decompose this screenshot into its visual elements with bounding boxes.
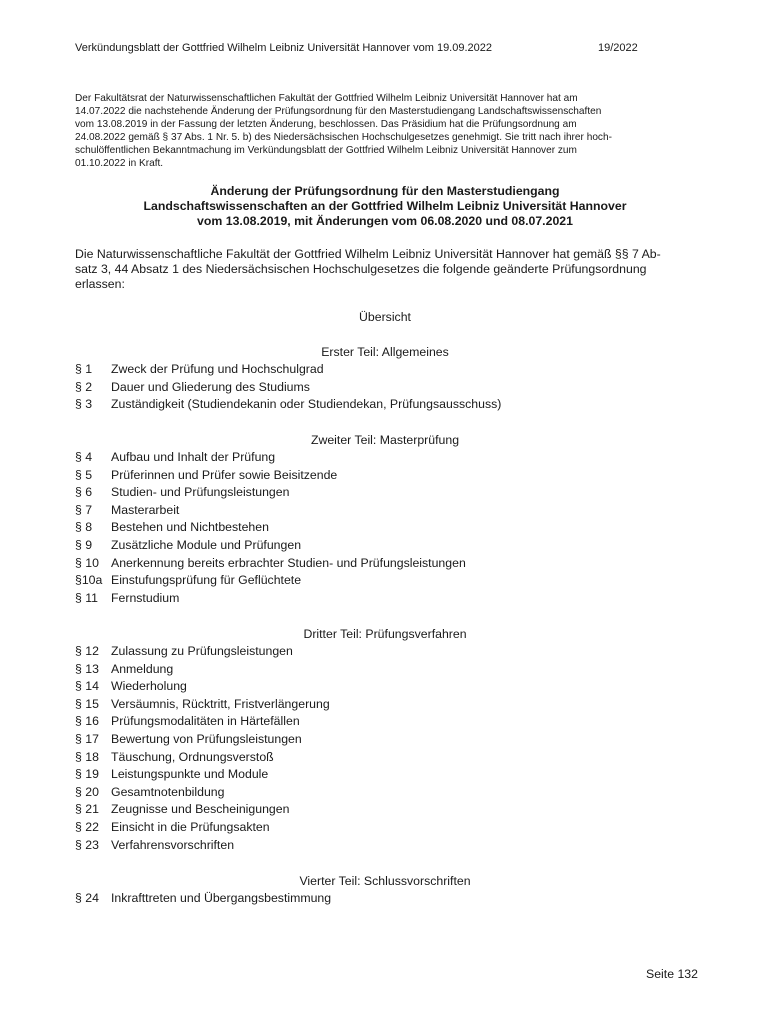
section-title: Prüfungsmodalitäten in Härtefällen xyxy=(111,714,300,729)
section-number: § 15 xyxy=(75,696,99,711)
section-number: § 4 xyxy=(75,450,93,464)
toc-list xyxy=(75,361,695,414)
section-number: § 10 xyxy=(75,555,99,570)
toc-entry xyxy=(75,890,695,908)
section-title: Anerkennung bereits erbrachter Studien- und Prüfungsleistungen xyxy=(111,555,466,570)
toc-entry xyxy=(75,396,695,414)
intro-line: erlassen: xyxy=(75,277,125,292)
toc-list xyxy=(75,449,695,607)
toc-entry xyxy=(75,643,695,661)
overview-heading: Übersicht xyxy=(359,310,411,324)
toc-entry xyxy=(75,467,695,485)
intro-line: Die Naturwissenschaftliche Fakultät der Gottfried Wilhelm Leibniz Universität Hannover hat gemäß §§ 7 Ab- xyxy=(75,247,661,261)
toc-entry xyxy=(75,572,695,590)
title-line: Änderung der Prüfungsordnung für den Masterstudiengang xyxy=(210,184,560,198)
section-number: § 13 xyxy=(75,661,99,676)
toc-entry xyxy=(75,484,695,502)
section-number: § 21 xyxy=(75,802,99,817)
section-title: Anmeldung xyxy=(111,661,174,676)
header-issue-number: 19/2022 xyxy=(598,42,638,54)
section-number: § 12 xyxy=(75,644,99,658)
section-title: Studien- und Prüfungsleistungen xyxy=(111,485,290,500)
toc-entry xyxy=(75,519,695,537)
intro-line: satz 3, 44 Absatz 1 des Niedersächsischen Hochschulgesetzes die folgende geänderte Prüfungsordnung xyxy=(75,262,647,277)
section-number: § 6 xyxy=(75,485,93,500)
page-number: Seite 132 xyxy=(646,967,698,981)
toc-entry xyxy=(75,731,695,749)
section-number: § 16 xyxy=(75,714,99,729)
preamble-line: 01.10.2022 in Kraft. xyxy=(75,157,164,169)
section-number: § 23 xyxy=(75,837,99,852)
section-title: Einstufungsprüfung für Geflüchtete xyxy=(111,573,302,588)
section-title: Bewertung von Prüfungsleistungen xyxy=(111,731,302,746)
section-title: Zweck der Prüfung und Hochschulgrad xyxy=(111,362,324,376)
section-number: § 14 xyxy=(75,679,99,694)
section-number: § 17 xyxy=(75,731,99,746)
section-title: Prüferinnen und Prüfer sowie Beisitzende xyxy=(111,467,338,482)
toc-entry xyxy=(75,449,695,467)
section-title: Gesamtnotenbildung xyxy=(111,784,225,799)
toc-entry xyxy=(75,784,695,802)
section-number: § 8 xyxy=(75,520,93,535)
header-publication: Verkündungsblatt der Gottfried Wilhelm Leibniz Universität Hannover vom 19.09.2022 xyxy=(75,42,493,54)
section-number: § 2 xyxy=(75,379,93,394)
section-number: § 22 xyxy=(75,819,99,834)
section-title: Zuständigkeit (Studiendekanin oder Studiendekan, Prüfungsausschuss) xyxy=(111,397,502,412)
toc-entry xyxy=(75,379,695,397)
section-title: Dauer und Gliederung des Studiums xyxy=(111,379,310,394)
section-title: Verfahrensvorschriften xyxy=(111,837,235,852)
section-title: Bestehen und Nichtbestehen xyxy=(111,520,269,535)
section-number: § 11 xyxy=(75,590,99,605)
section-title: Masterarbeit xyxy=(111,502,180,517)
section-title: Leistungspunkte und Module xyxy=(111,767,269,782)
toc-entry xyxy=(75,661,695,679)
toc-entry xyxy=(75,819,695,837)
toc-entry xyxy=(75,713,695,731)
section-title: Zulassung zu Prüfungsleistungen xyxy=(111,644,293,658)
part-heading: Erster Teil: Allgemeines xyxy=(321,345,449,359)
preamble-line: vom 13.08.2019 in der Fassung der letzten Änderung, beschlossen. Das Präsidium hat die Prüfungsordnung am xyxy=(75,118,577,130)
preamble-line: 24.08.2022 gemäß § 37 Abs. 1 Nr. 5. b) des Niedersächsischen Hochschulgesetzes genehmigt. Sie tritt nach ihrer hoch- xyxy=(75,131,612,143)
section-title: Inkrafttreten und Übergangsbestimmung xyxy=(111,891,332,905)
section-title: Wiederholung xyxy=(111,679,187,694)
section-number: § 5 xyxy=(75,467,93,482)
toc-entry xyxy=(75,555,695,573)
section-number: §10a xyxy=(75,573,103,588)
part-heading: Zweiter Teil: Masterprüfung xyxy=(310,433,460,447)
part-heading: Dritter Teil: Prüfungsverfahren xyxy=(303,627,467,641)
preamble-line: 14.07.2022 die nachstehende Änderung der Prüfungsordnung für den Masterstudiengang Landschaftswissenschaften xyxy=(75,105,602,117)
toc-list xyxy=(75,643,695,854)
preamble-line: Der Fakultätsrat der Naturwissenschaftlichen Fakultät der Gottfried Wilhelm Leibniz Universität Hannover hat am xyxy=(75,93,578,104)
title-line: Landschaftswissenschaften an der Gottfried Wilhelm Leibniz Universität Hannover xyxy=(143,199,627,213)
toc-list xyxy=(75,890,695,908)
toc-entry xyxy=(75,361,695,379)
part-heading: Vierter Teil: Schlussvorschriften xyxy=(299,874,471,888)
title-line: vom 13.08.2019, mit Änderungen vom 06.08.2020 und 08.07.2021 xyxy=(197,214,573,228)
toc-entry xyxy=(75,678,695,696)
section-number: § 20 xyxy=(75,784,99,799)
document-title xyxy=(75,184,695,229)
section-title: Zusätzliche Module und Prüfungen xyxy=(111,537,302,552)
preamble-line: schulöffentlichen Bekanntmachung im Verkündungsblatt der Gottfried Wilhelm Leibniz Universität Hannover zum xyxy=(75,144,577,156)
toc-entry xyxy=(75,749,695,767)
section-number: § 24 xyxy=(75,891,99,905)
section-number: § 7 xyxy=(75,502,93,517)
toc-entry xyxy=(75,766,695,784)
intro-paragraph xyxy=(75,247,700,293)
toc-entry xyxy=(75,837,695,855)
toc-entry xyxy=(75,590,695,608)
preamble-paragraph xyxy=(75,93,700,170)
toc-entry xyxy=(75,801,695,819)
section-number: § 19 xyxy=(75,767,99,782)
section-title: Zeugnisse und Bescheinigungen xyxy=(111,802,290,817)
section-title: Aufbau und Inhalt der Prüfung xyxy=(111,450,276,464)
toc-entry xyxy=(75,502,695,520)
section-title: Einsicht in die Prüfungsakten xyxy=(111,819,270,834)
toc-entry xyxy=(75,696,695,714)
section-number: § 1 xyxy=(75,362,93,376)
section-number: § 18 xyxy=(75,749,99,764)
toc-entry xyxy=(75,537,695,555)
section-number: § 9 xyxy=(75,537,93,552)
section-title: Täuschung, Ordnungsverstoß xyxy=(111,749,274,764)
section-title: Versäumnis, Rücktritt, Fristverlängerung xyxy=(111,696,330,711)
section-title: Fernstudium xyxy=(111,590,180,605)
section-number: § 3 xyxy=(75,397,93,412)
